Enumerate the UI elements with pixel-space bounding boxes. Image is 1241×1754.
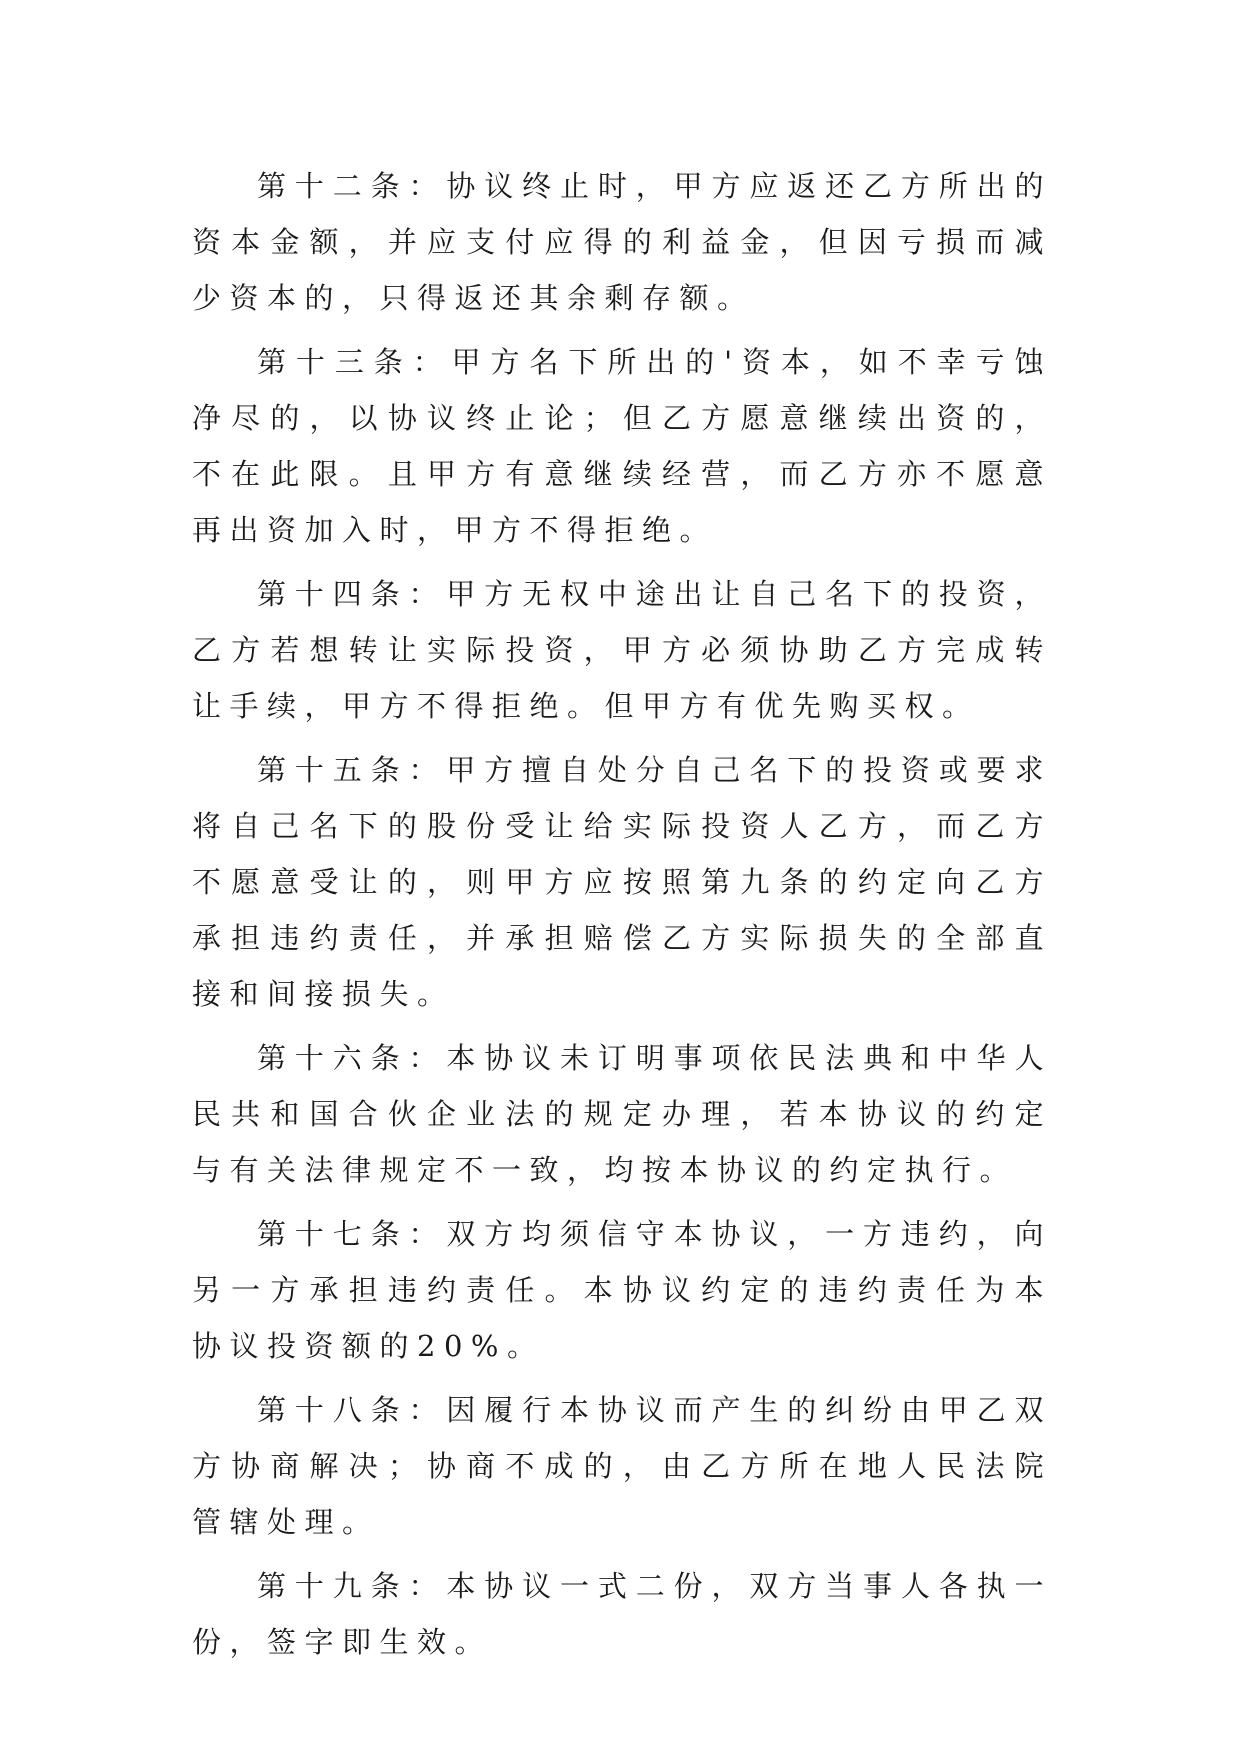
article-14: 第十四条：甲方无权中途出让自己名下的投资，乙方若想转让实际投资，甲方必须协助乙方完成转让手续，甲方不得拒绝。但甲方有优先购买权。	[192, 577, 1052, 723]
article-18: 第十八条：因履行本协议而产生的纠纷由甲乙双方协商解决；协商不成的，由乙方所在地人民法院管辖处理。	[192, 1393, 1052, 1539]
article-17: 第十七条：双方均须信守本协议，一方违约，向另一方承担违约责任。本协议约定的违约责任为本协议投资额的20%。	[192, 1217, 1052, 1363]
article-15: 第十五条：甲方擅自处分自己名下的投资或要求将自己名下的股份受让给实际投资人乙方，而乙方不愿意受让的，则甲方应按照第九条的约定向乙方承担违约责任，并承担赔偿乙方实际损失的全部直接和间接损失。	[192, 753, 1052, 1011]
article-12: 第十二条：协议终止时，甲方应返还乙方所出的资本金额，并应支付应得的利益金，但因亏损而减少资本的，只得返还其余剩存额。	[192, 169, 1052, 315]
article-16: 第十六条：本协议未订明事项依民法典和中华人民共和国合伙企业法的规定办理，若本协议的约定与有关法律规定不一致，均按本协议的约定执行。	[192, 1041, 1052, 1187]
article-19: 第十九条：本协议一式二份，双方当事人各执一份，签字即生效。	[192, 1569, 1052, 1659]
document-body	[192, 158, 1052, 1678]
article-13: 第十三条：甲方名下所出的'资本，如不幸亏蚀净尽的，以协议终止论；但乙方愿意继续出资的，不在此限。且甲方有意继续经营，而乙方亦不愿意再出资加入时，甲方不得拒绝。	[192, 345, 1052, 547]
